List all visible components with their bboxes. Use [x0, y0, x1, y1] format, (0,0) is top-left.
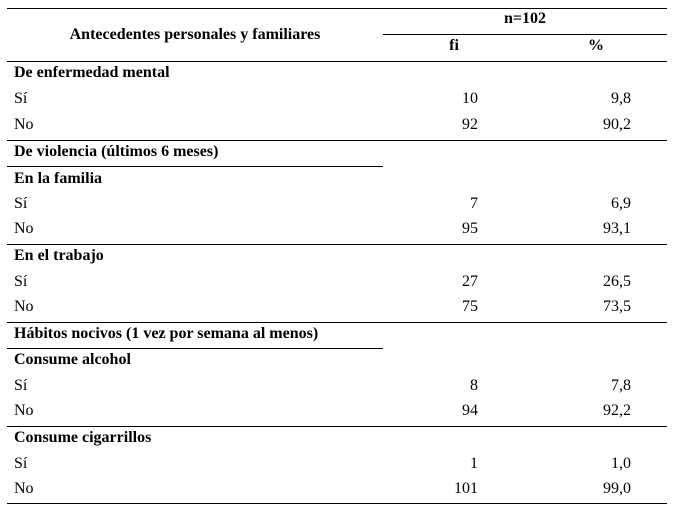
row-fi: 7: [470, 195, 478, 212]
row-pct: 73,5: [603, 298, 631, 315]
row-fi: 92: [462, 116, 478, 133]
section-title: De enfermedad mental: [14, 64, 170, 81]
group-subtitle: Consume cigarrillos: [14, 429, 152, 446]
row-label: Sí: [14, 455, 28, 472]
row-pct: 6,9: [611, 195, 631, 212]
section-title-rule: [7, 166, 383, 167]
row-label: Sí: [14, 90, 28, 107]
group-rule: [7, 244, 667, 245]
row-pct: 9,8: [611, 90, 631, 107]
header-n: n=102: [503, 10, 546, 27]
section-rule: [7, 322, 667, 323]
group-subtitle: Consume alcohol: [14, 351, 131, 368]
row-fi: 101: [454, 480, 478, 497]
row-fi: 94: [462, 402, 478, 419]
row-fi: 8: [470, 377, 478, 394]
row-label: Sí: [14, 195, 28, 212]
row-fi: 10: [462, 90, 478, 107]
row-label: No: [14, 116, 34, 133]
group-subtitle: En la familia: [14, 170, 103, 187]
section-title: De violencia (últimos 6 meses): [14, 143, 219, 160]
row-pct: 92,2: [603, 402, 631, 419]
header-bottom-rule: [7, 61, 667, 62]
row-label: No: [14, 402, 34, 419]
row-label: Sí: [14, 273, 28, 290]
row-fi: 27: [462, 273, 478, 290]
table-bottom-rule: [7, 503, 667, 504]
row-label: No: [14, 220, 34, 237]
header-n-rule: [383, 34, 667, 35]
group-subtitle: En el trabajo: [14, 247, 104, 264]
row-pct: 90,2: [603, 116, 631, 133]
header-col-fi: fi: [449, 37, 459, 54]
row-fi: 95: [462, 220, 478, 237]
row-fi: 75: [462, 298, 478, 315]
row-label: No: [14, 298, 34, 315]
row-pct: 7,8: [611, 377, 631, 394]
section-title: Hábitos nocivos (1 vez por semana al menos): [14, 325, 319, 342]
header-title: Antecedentes personales y familiares: [69, 26, 321, 43]
row-pct: 99,0: [603, 480, 631, 497]
row-pct: 1,0: [611, 455, 631, 472]
section-title-rule: [7, 348, 383, 349]
section-rule: [7, 140, 667, 141]
row-label: No: [14, 480, 34, 497]
header-col-pct: %: [588, 37, 604, 54]
row-fi: 1: [470, 455, 478, 472]
group-rule: [7, 426, 667, 427]
row-pct: 93,1: [603, 220, 631, 237]
row-pct: 26,5: [603, 273, 631, 290]
row-label: Sí: [14, 377, 28, 394]
